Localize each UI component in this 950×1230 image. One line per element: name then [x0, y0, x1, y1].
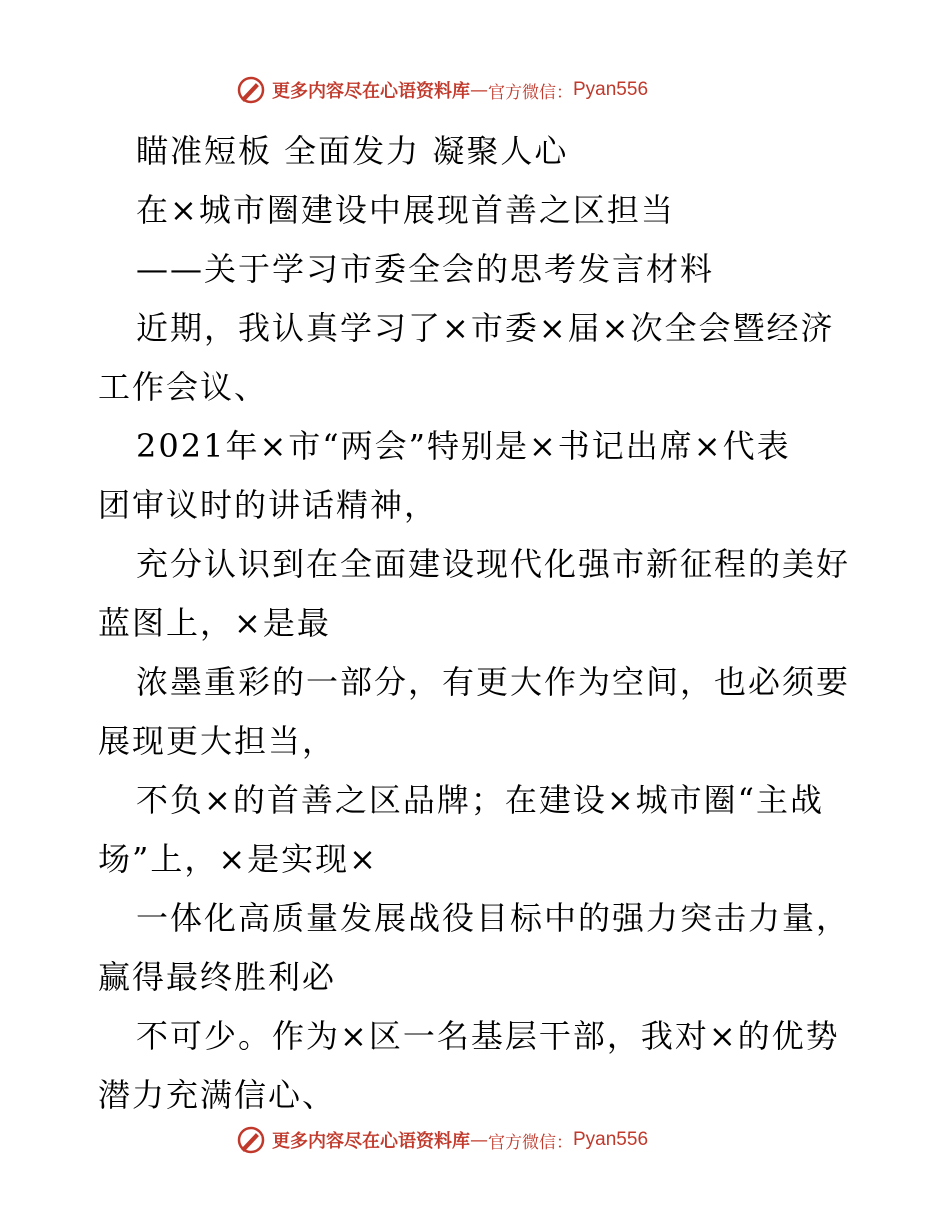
watermark-wechat-id: Pyan556 — [573, 79, 649, 100]
watermark-separator: — — [470, 1129, 488, 1151]
paragraph-line: 场”上，×是实现× — [98, 840, 378, 878]
header-watermark — [236, 72, 648, 108]
watermark-wechat-label: 官方微信： — [488, 82, 573, 103]
paragraph-line: 赢得最终胜利必 — [98, 958, 337, 996]
document-subheading: ——关于学习市委全会的思考发言材料 — [136, 250, 715, 288]
paragraph-line: 不负×的首善之区品牌；在建设×城市圈“主战 — [136, 781, 824, 819]
watermark-wechat-id: Pyan556 — [573, 1129, 649, 1150]
watermark-wechat-label: 官方微信： — [488, 1132, 573, 1153]
watermark-separator: — — [470, 79, 488, 101]
document-title: 瞄准短板 全面发力 凝聚人心 — [136, 132, 569, 170]
watermark-text: 更多内容尽在心语资料库 — [272, 81, 470, 102]
paragraph-line: 团审议时的讲话精神， — [98, 486, 439, 524]
paragraph-line: 不可少。作为×区一名基层干部，我对×的优势 — [136, 1017, 840, 1055]
paragraph-line: 2021年×市“两会”特别是×书记出席×代表 — [136, 427, 791, 465]
paragraph-line: 蓝图上，×是最 — [98, 604, 331, 642]
body-text — [98, 299, 858, 1125]
paragraph-line: 充分认识到在全面建设现代化强市新征程的美好 — [136, 545, 851, 583]
document-subtitle: 在×城市圈建设中展现首善之区担当 — [136, 191, 675, 229]
document-body — [98, 122, 858, 1125]
footer-watermark — [236, 1122, 648, 1158]
pen-logo-icon — [236, 1125, 266, 1155]
pen-logo-icon — [236, 75, 266, 105]
paragraph-line: 近期，我认真学习了×市委×届×次全会暨经济 — [136, 309, 835, 347]
paragraph-line: 一体化高质量发展战役目标中的强力突击力量， — [136, 899, 851, 937]
paragraph-line: 工作会议、 — [98, 368, 269, 406]
paragraph-line: 展现更大担当， — [98, 722, 337, 760]
paragraph-line: 浓墨重彩的一部分，有更大作为空间，也必须要 — [136, 663, 851, 701]
paragraph-line: 潜力充满信心、 — [98, 1076, 337, 1114]
watermark-text: 更多内容尽在心语资料库 — [272, 1131, 470, 1152]
